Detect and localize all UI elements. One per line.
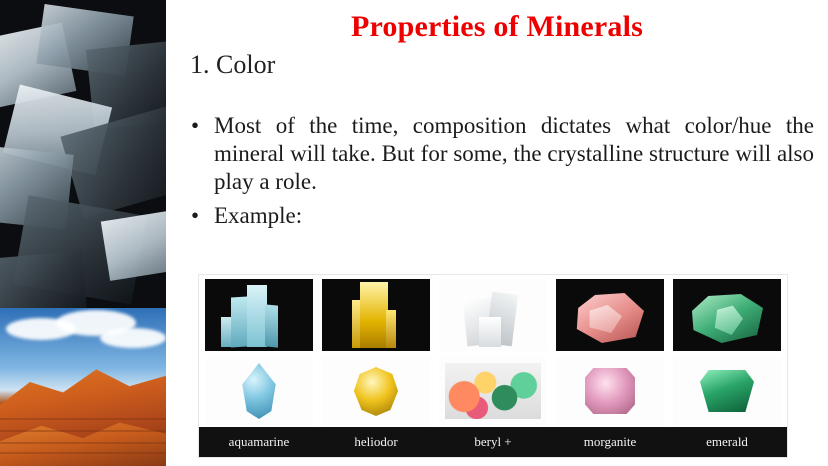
- rough-specimen-row: [199, 279, 787, 351]
- bullet-list: [184, 112, 814, 230]
- figure-label: emerald: [706, 434, 748, 449]
- figure-label: heliodor: [354, 434, 398, 449]
- morganite-crystal: [556, 279, 664, 351]
- list-item-text: Example:: [214, 203, 303, 229]
- left-image-column: [0, 0, 166, 466]
- slide-content: [166, 0, 828, 466]
- list-item: [184, 112, 814, 196]
- aquamarine-crystal: [205, 279, 313, 351]
- emerald-step-cut: [673, 357, 781, 425]
- goshenite-crystal: [439, 279, 547, 351]
- beryl-varieties-figure: [198, 274, 788, 458]
- dark-crystalline-rock-photo: [0, 0, 166, 308]
- bullet-marker: •: [191, 203, 200, 229]
- page-title: Properties of Minerals: [350, 10, 644, 43]
- figure-label: morganite: [583, 434, 637, 449]
- figure-label: aquamarine: [228, 434, 290, 449]
- section-subtitle: 1. Color: [190, 50, 276, 79]
- aquamarine-pear-cut: [205, 357, 313, 425]
- figure-label-bar: [199, 427, 787, 457]
- morganite-cushion-cut: [556, 357, 664, 425]
- heliodor-crystal: [322, 279, 430, 351]
- figure-label: beryl +: [474, 434, 512, 449]
- list-item: [184, 202, 814, 230]
- heliodor-round-cut: [322, 357, 430, 425]
- bullet-marker: •: [191, 113, 200, 138]
- red-rock-canyon-photo: [0, 308, 166, 466]
- emerald-crystal: [673, 279, 781, 351]
- cut-gem-row: [199, 357, 787, 425]
- beryl-mixed-cluster: [439, 357, 547, 425]
- list-item-text: Most of the time, composition dictates what color/hue the mineral will take. But for some, the crystalline structure will also play a role.: [214, 113, 814, 195]
